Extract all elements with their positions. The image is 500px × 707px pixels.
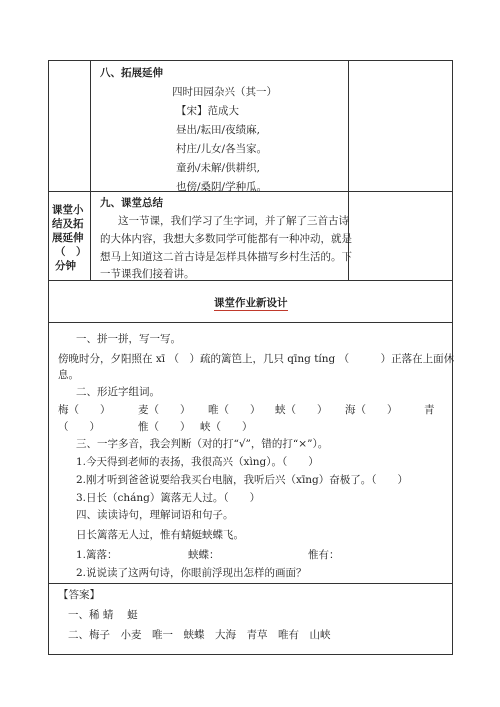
table-left-border bbox=[48, 60, 49, 655]
q3-item: 2.刚才听到爸爸说要给我买台电脑，我听后兴（xīng）奋极了。（ ） bbox=[76, 474, 409, 486]
summary-line: 这一节课，我们学习了生字词，并了解了三首古诗 bbox=[118, 215, 349, 227]
q4-heading: 四、读读诗句，理解词语和句子。 bbox=[76, 509, 234, 521]
q2-item: 海（ ） bbox=[345, 404, 398, 416]
q1-heading: 一、拼一拼，写一写。 bbox=[76, 333, 181, 345]
q4-question: 2.说说读了这两句诗，你眼前浮现出怎样的画面？ bbox=[76, 567, 307, 579]
q3-item: 3.日长（cháng）篱落无人过。（ ） bbox=[76, 492, 261, 504]
q2-item: 梅（ ） bbox=[58, 404, 111, 416]
q2-item: 惟（ ） bbox=[138, 421, 191, 433]
q2-item: 峡（ ） bbox=[200, 421, 253, 433]
row-divider bbox=[48, 322, 452, 323]
q2-item: （ ） bbox=[58, 421, 100, 433]
summary-line: 的大体内容，我想大多数同学可能都有一种冲动，就是 bbox=[100, 233, 352, 245]
column-divider bbox=[90, 60, 91, 281]
q4-poem: 日长篱落无人过，惟有蜻蜓蛱蝶飞。 bbox=[76, 529, 244, 541]
left-label-line: 展延伸 bbox=[52, 232, 84, 244]
q2-item: 青 bbox=[424, 404, 435, 416]
section-8-heading: 八、拓展延伸 bbox=[100, 67, 163, 79]
q1-line: 息。 bbox=[58, 369, 79, 381]
poem-author: 【宋】范成大 bbox=[176, 105, 239, 117]
left-label-line: （ ） bbox=[55, 246, 87, 258]
summary-line: 想马上知道这二首古诗是怎样具体描写乡村生活的。下 bbox=[100, 251, 352, 263]
column-divider bbox=[348, 60, 349, 281]
q3-item: 1.今天得到老师的表扬，我很高兴（xìng）。（ ） bbox=[76, 456, 319, 468]
poem-line: 也傍/桑阴/学种瓜。 bbox=[176, 181, 268, 193]
poem-title: 四时田园杂兴（其一） bbox=[172, 86, 277, 98]
poem-line: 昼出/耘田/夜绩麻, bbox=[176, 124, 260, 136]
poem-line: 村庄/儿女/各当家。 bbox=[176, 143, 268, 155]
q2-item: 蛱（ ） bbox=[275, 404, 328, 416]
q2-item: 唯（ ） bbox=[208, 404, 261, 416]
poem-line: 童孙/未解/供耕织, bbox=[176, 162, 260, 174]
q2-heading: 二、形近字组词。 bbox=[76, 386, 160, 398]
section-9-heading: 九、课堂总结 bbox=[100, 197, 163, 209]
left-label-line: 课堂小 bbox=[52, 204, 84, 216]
answer-line: 二、梅子 小麦 唯一 蛱蝶 大海 青草 唯有 山峡 bbox=[68, 629, 331, 641]
summary-line: 一节课我们接着讲。 bbox=[100, 268, 195, 280]
q2-item: 麦（ ） bbox=[138, 404, 191, 416]
left-label-line: 分钟 bbox=[55, 260, 76, 272]
left-label-line: 结及拓 bbox=[52, 218, 84, 230]
table-top-border bbox=[48, 60, 452, 61]
q4-word: 蛱蝶： bbox=[188, 549, 220, 561]
row-divider bbox=[48, 583, 452, 584]
q1-line: 傍晚时分，夕阳照在 xī （ ）疏的篱笆上，几只 qīng tíng （ ）正落在上面休 bbox=[58, 353, 455, 365]
answer-line: 一、稀 蜻 蜓 bbox=[68, 609, 138, 621]
answers-heading: 【答案】 bbox=[58, 589, 100, 601]
q3-heading: 三、一字多音，我会判断（对的打“√”，错的打“×”）。 bbox=[76, 438, 329, 450]
q4-word: 惟有： bbox=[308, 549, 340, 561]
table-bottom-border bbox=[48, 654, 452, 655]
homework-title: 课堂作业新设计 bbox=[214, 297, 288, 309]
q4-word: 1.篱落： bbox=[76, 549, 118, 561]
